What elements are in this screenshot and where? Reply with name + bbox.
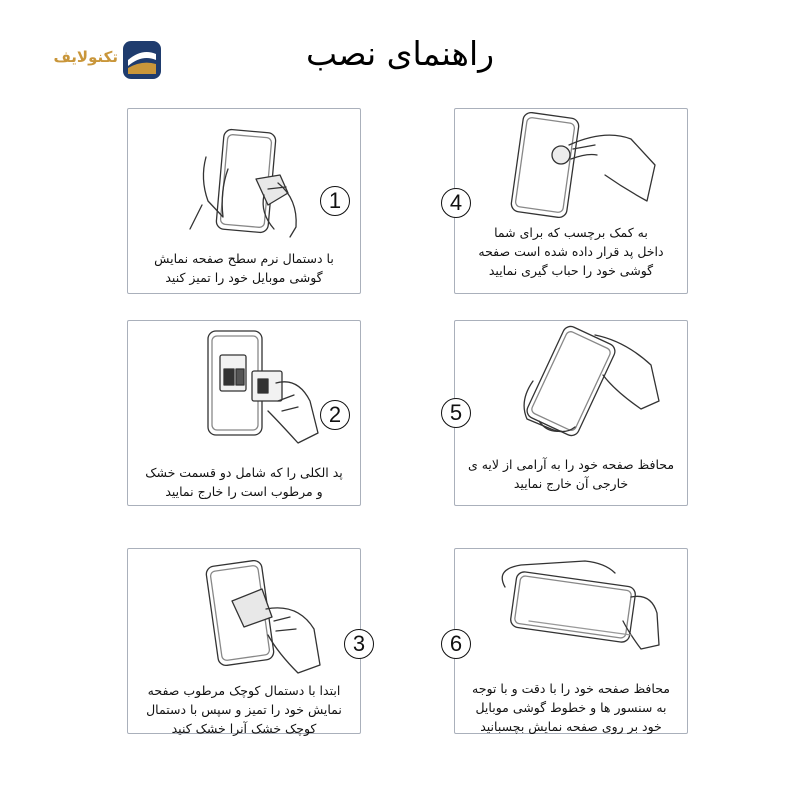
brand-logo[interactable]	[38, 38, 163, 82]
brand-mark-icon	[122, 40, 162, 80]
step-number-1: 1	[320, 186, 350, 216]
step-card-4	[449, 108, 688, 294]
step-text-6: محافظ صفحه خود را با دقت و با توجه به سنسور ها و خطوط گوشی موبایل خود بر روی صفحه نمایش بچسبانید	[472, 681, 670, 734]
step-card-5	[449, 320, 688, 506]
step-number-3: 3	[344, 629, 374, 659]
step-text-2: پد الکلی را که شامل دو قسمت خشک و مرطوب است را خارج نمایید	[145, 465, 343, 499]
step-text-3: ابتدا با دستمال کوچک مرطوب صفحه نمایش خود را تمیز و سپس با دستمال کوچک خشک آنرا خشک کنید	[146, 683, 342, 736]
brand-name: تکنولایف	[53, 48, 118, 66]
step-number-2: 2	[320, 400, 350, 430]
step-text-1: با دستمال نرم سطح صفحه نمایش گوشی موبایل خود را تمیز کنید	[154, 251, 334, 285]
page-title: راهنمای نصب	[305, 34, 495, 73]
step-number-4: 4	[441, 188, 471, 218]
step-text-4: به کمک برچسب که برای شما داخل پد قرار داده شده است صفحه گوشی خود را حباب گیری نمایید	[478, 225, 664, 278]
step-card-1	[127, 108, 361, 294]
step-number-5: 5	[441, 398, 471, 428]
step-number-6: 6	[441, 629, 471, 659]
step-text-5: محافظ صفحه خود را به آرامی از لایه ی خارجی آن خارج نمایید	[467, 457, 675, 491]
step-card-2	[127, 320, 361, 506]
step-card-3	[127, 548, 366, 736]
step-card-6	[449, 548, 688, 734]
